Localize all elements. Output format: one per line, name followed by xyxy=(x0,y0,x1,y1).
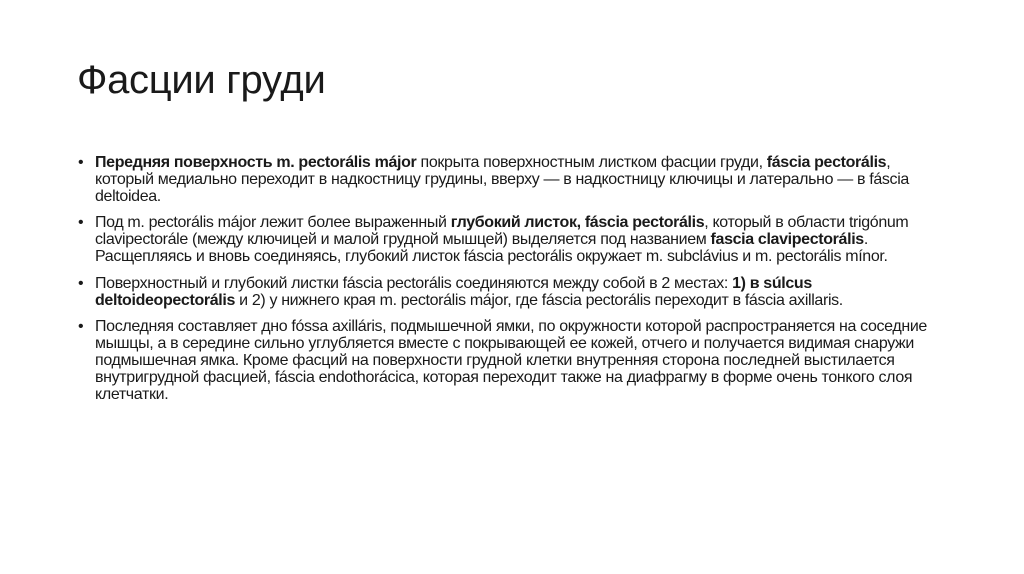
text-bold: Передняя поверхность m. pectorális májor xyxy=(95,154,417,171)
text: Под m. pectorális májor лежит более выраженный xyxy=(95,214,451,232)
text-bold: 1) в súlcus deltoideopectorális xyxy=(95,274,812,309)
bullet-icon: • xyxy=(78,274,84,292)
text-bold: fáscia pectorális xyxy=(766,154,887,171)
text-bold: fascia clavipectorális xyxy=(710,231,864,249)
text: покрыта поверхностным листком фасции груди, xyxy=(416,154,767,171)
text: Последняя составляет дно fóssa axilláris, подмышечной ямки, по окружности которой распространяется на соседние мышцы, а в середине сильно углубляется вместе с покрывающей ее кожей, отчего и получается видимая снаружи подмышечная ямка. Кроме фасций на поверхности грудной клетки внутренняя сторона последней выстилается внутригрудной фасцией, fáscia endothorácica, которая переходит также на диафрагму в форме очень тонкого слоя клетчатки. xyxy=(95,318,927,403)
bullet-item xyxy=(78,215,950,265)
text: , который в области trigónum clavipectorále (между ключицей и малой грудной мышцей) выделяется под названием xyxy=(95,214,909,249)
bullet-item xyxy=(78,155,950,205)
slide-title: Фасции груди xyxy=(77,58,326,102)
bullet-icon: • xyxy=(78,214,84,232)
text: , который медиально переходит в надкостницу грудины, вверху — в надкостницу ключицы и латерально — в fáscia deltoidea. xyxy=(95,154,909,205)
bullet-item xyxy=(78,319,950,403)
text-bold: глубокий листок, fáscia pectorális xyxy=(450,214,705,232)
text: и 2) у нижнего края m. pectorális májor, где fáscia pectorális переходит в fáscia axillaris. xyxy=(235,291,843,309)
bullet-item xyxy=(78,276,950,310)
bullet-icon: • xyxy=(78,318,84,336)
text: . Расщепляясь и вновь соединяясь, глубокий листок fáscia pectorális окружает m. subclávius и m. pectorális mínor. xyxy=(95,231,888,265)
bullet-icon: • xyxy=(78,154,84,171)
bullet-list xyxy=(78,155,950,413)
text: Поверхностный и глубокий листки fáscia pectorális соединяются между собой в 2 местах: xyxy=(95,274,733,292)
